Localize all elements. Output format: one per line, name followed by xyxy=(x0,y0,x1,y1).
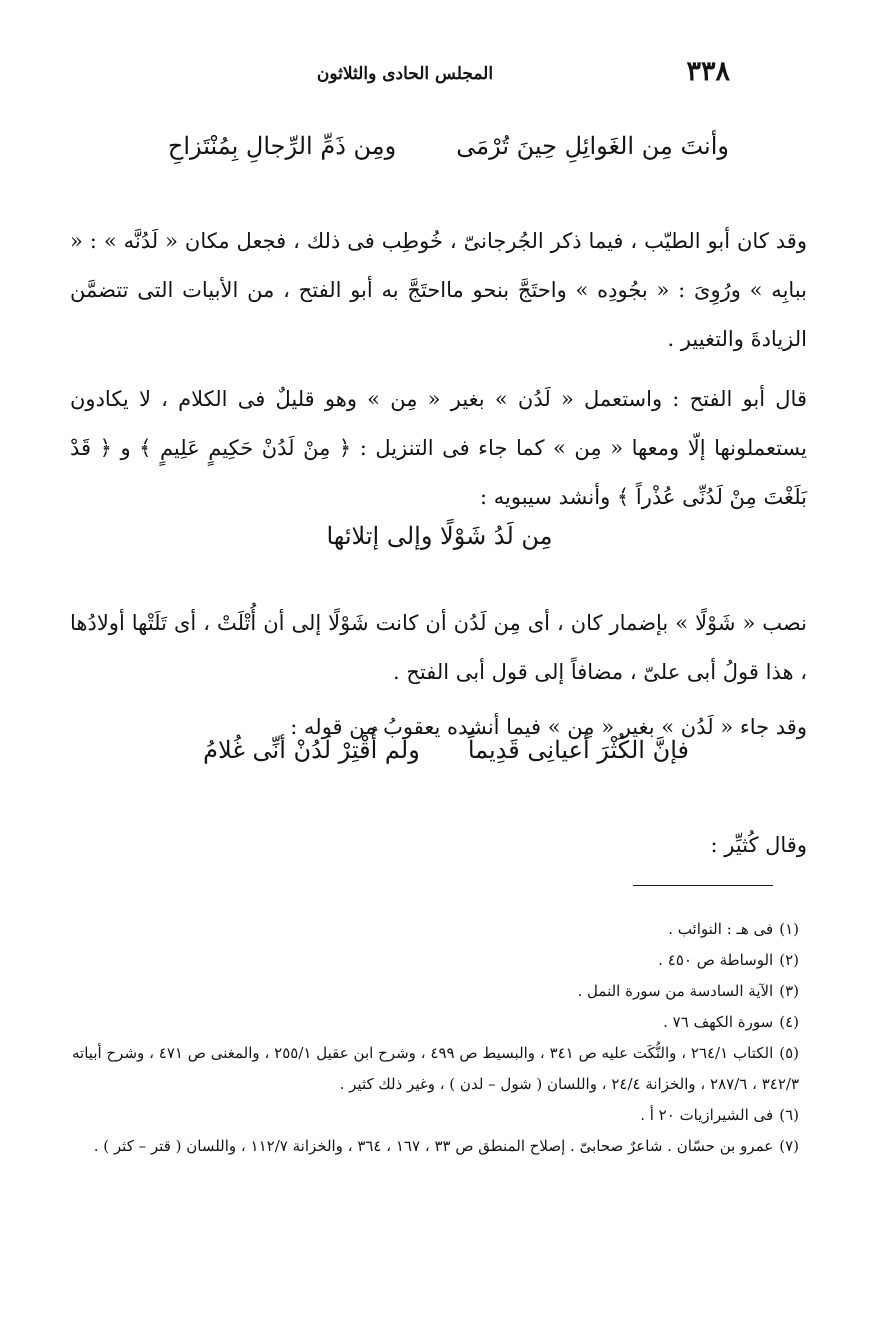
footnote-text: فى الشيرازيات ٢٠ أ . xyxy=(640,1106,774,1124)
footnote-number: (١) xyxy=(779,920,799,938)
footnote-number: (٣) xyxy=(779,982,799,1000)
footnote-7 xyxy=(72,1131,799,1162)
footnote-text: الوساطة ص ٤٥٠ . xyxy=(658,951,774,969)
footnote-2 xyxy=(72,945,799,976)
paragraph-2: قال أبو الفتح : واستعمل « لَدُن » بغير « مِن » وهو قليلٌ فى الكلام ، لا يكادون يستعملونها إلّا ومعها « مِن » كما جاء فى التنزيل : ﴿ مِنْ لَدُنْ حَكِيمٍ عَلِيمٍ ﴾ و ﴿ قَدْ بَلَغْتَ مِنْ لَدُنِّى عُذْراً ﴾ وأنشد سيبويه : xyxy=(70,387,807,509)
paragraph-4: وقد جاء « لَدُن » بغير « مِن » فيما أنشده يعقوبُ من قوله : xyxy=(290,715,807,739)
verse-3-first-hemistich: فإنَّ الكُثْرَ أعيانِى قَدِيماً xyxy=(467,736,689,764)
page-header xyxy=(80,56,730,96)
footnote-3 xyxy=(72,976,799,1007)
poetry-verse-3 xyxy=(203,736,689,764)
poetry-verse-2 xyxy=(0,522,879,550)
footnote-text: الآية السادسة من سورة النمل . xyxy=(577,982,774,1000)
running-title: المجلس الحادى والثلاثون xyxy=(316,64,494,84)
footnote-text: عمرو بن حسّان . شاعرٌ صحابىّ . إصلاح المنطق ص ٣٣ ، ١٦٧ ، ٣٦٤ ، والخزانة ١١٢/٧ ، واللسان ( قتر – كثر ) . xyxy=(93,1137,774,1155)
verse-1-second-hemistich: ومِن ذَمِّ الرِّجالِ بِمُنْتَزاحِ xyxy=(167,132,397,160)
footnote-5 xyxy=(72,1038,799,1100)
footnote-6 xyxy=(72,1100,799,1131)
footnote-number: (٧) xyxy=(779,1137,799,1155)
page-number: ٣٣٨ xyxy=(686,56,730,87)
footnotes xyxy=(72,914,799,1162)
footnote-number: (٢) xyxy=(779,951,799,969)
footnote-text: سورة الكهف ٧٦ . xyxy=(663,1013,774,1031)
footnote-4 xyxy=(72,1007,799,1038)
footnote-number: (٤) xyxy=(779,1013,799,1031)
paragraph-1: وقد كان أبو الطيّب ، فيما ذكر الجُرجانىّ ، خُوطِب فى ذلك ، فجعل مكان « لَدُنَّه » : « ببابِه » ورُوِىَ : « بجُودِه » واحتَجَّ بنحو مااحتَجَّ به أبو الفتح ، من الأبيات التى تتضمَّن الزيادةَ والتغيير . xyxy=(70,229,807,351)
paragraph-5: وقال كُثيِّر : xyxy=(710,833,807,857)
footnote-text: فى هـ : النوائب . xyxy=(668,920,774,938)
footnote-number: (٦) xyxy=(779,1106,799,1124)
verse-2-line: مِن لَدُ شَوْلًا وإلى إتلائها xyxy=(326,522,553,550)
footnote-text: الكتاب ٢٦٤/١ ، والنُّكَت عليه ص ٣٤١ ، والبسيط ص ٤٩٩ ، وشرح ابن عقيل ٢٥٥/١ ، والمغنى ص ٤٧١ ، وشرح أبياته ٣٤٢/٣ ، ٢٨٧/٦ ، والخزانة ٢٤/٤ ، واللسان ( شول – لدن ) ، وغير ذلك كثير . xyxy=(72,1044,799,1093)
footnote-number: (٥) xyxy=(779,1044,800,1062)
poetry-verse-1 xyxy=(168,132,729,160)
paragraph-3: نصب « شَوْلًا » بإضمار كان ، أى مِن لَدُن أن كانت شَوْلًا إلى أن أُتْلَتْ ، أى تَلَتْها أولادُها ، هذا قولُ أبى علىّ ، مضافاً إلى قول أبى الفتح . xyxy=(70,611,807,684)
verse-1-first-hemistich: وأنتَ مِن الغَوائِلِ حِينَ تُرْمَى xyxy=(456,132,729,160)
footnote-separator xyxy=(633,885,773,886)
footnote-1 xyxy=(72,914,799,945)
verse-3-second-hemistich: ولم أُقْتِرْ لَدُنْ أنِّى غُلامُ xyxy=(203,736,420,764)
